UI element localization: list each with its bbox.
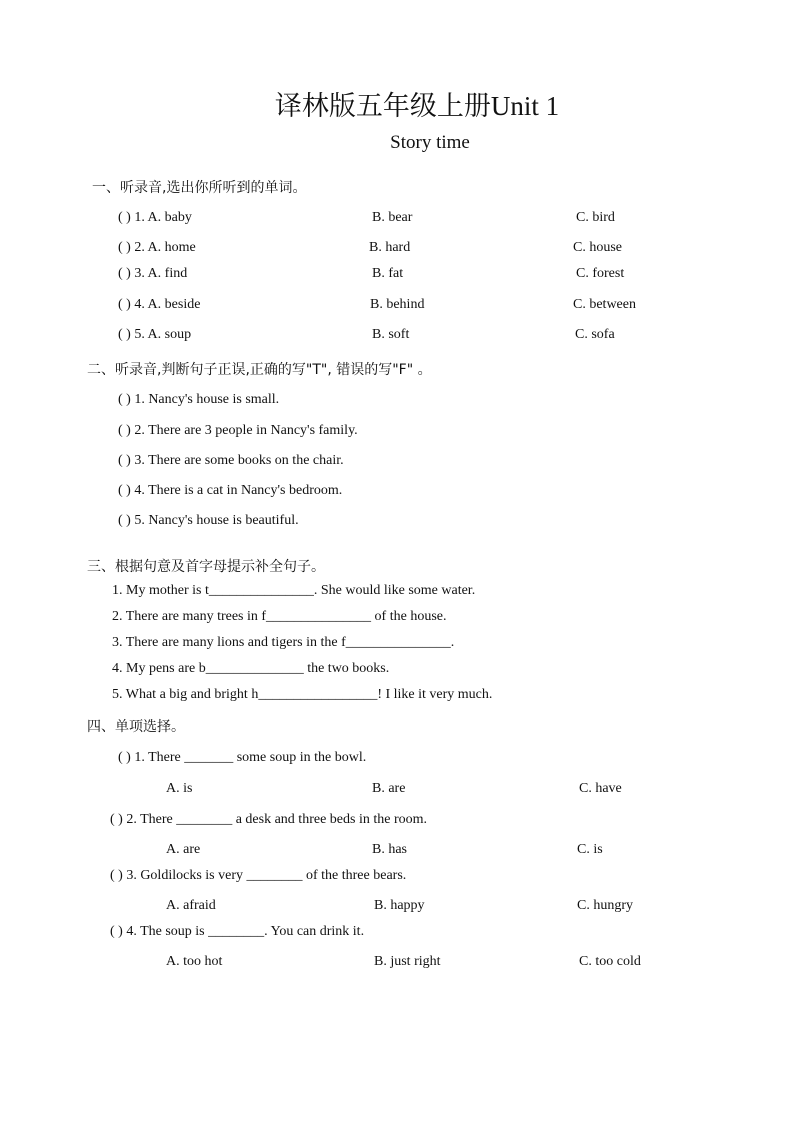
- section-2-heading: 二、听录音,判断句子正误,正确的写"T", 错误的写"F" 。: [87, 362, 432, 378]
- s3-sentence-5: 5. What a big and bright h_________________! I like it very much.: [112, 687, 493, 702]
- s1-q4-option-a: ( ) 4. A. beside: [118, 297, 201, 312]
- s1-q2-option-a: ( ) 2. A. home: [118, 240, 196, 255]
- s4-q1-option-a: A. is: [166, 781, 193, 796]
- s4-q2-stem: ( ) 2. There ________ a desk and three beds in the room.: [110, 812, 427, 827]
- s1-q5-option-b: B. soft: [372, 327, 410, 342]
- s4-q3-option-a: A. afraid: [166, 898, 216, 913]
- s1-q3-option-b: B. fat: [372, 266, 404, 281]
- s4-q4-option-b: B. just right: [374, 954, 441, 969]
- s1-q1-option-a: ( ) 1. A. baby: [118, 210, 192, 225]
- s2-statement-4: ( ) 4. There is a cat in Nancy's bedroom.: [118, 483, 343, 498]
- section-1-heading: 一、听录音,选出你所听到的单词。: [92, 180, 307, 196]
- s3-sentence-4: 4. My pens are b______________ the two books.: [112, 661, 390, 676]
- s4-q3-stem: ( ) 3. Goldilocks is very ________ of the three bears.: [110, 868, 407, 883]
- page-title: 译林版五年级上册Unit 1: [274, 91, 560, 121]
- s4-q2-option-c: C. is: [577, 842, 603, 857]
- s3-sentence-2: 2. There are many trees in f_______________ of the house.: [112, 609, 447, 624]
- s2-statement-1: ( ) 1. Nancy's house is small.: [118, 392, 280, 407]
- section-4-heading: 四、单项选择。: [87, 719, 185, 735]
- s4-q4-stem: ( ) 4. The soup is ________. You can drink it.: [110, 924, 365, 939]
- s1-q3-option-c: C. forest: [576, 266, 625, 281]
- s3-sentence-1: 1. My mother is t_______________. She would like some water.: [112, 583, 476, 598]
- s1-q4-option-b: B. behind: [370, 297, 425, 312]
- s3-sentence-3: 3. There are many lions and tigers in the f_______________.: [112, 635, 455, 650]
- s4-q1-stem: ( ) 1. There _______ some soup in the bowl.: [118, 750, 367, 765]
- s4-q2-option-a: A. are: [166, 842, 201, 857]
- s1-q1-option-c: C. bird: [576, 210, 615, 225]
- s1-q4-option-c: C. between: [573, 297, 636, 312]
- s1-q5-option-c: C. sofa: [575, 327, 615, 342]
- s4-q4-option-a: A. too hot: [166, 954, 223, 969]
- s1-q1-option-b: B. bear: [372, 210, 413, 225]
- section-3-heading: 三、根据句意及首字母提示补全句子。: [87, 559, 325, 575]
- s2-statement-3: ( ) 3. There are some books on the chair.: [118, 453, 344, 468]
- s1-q3-option-a: ( ) 3. A. find: [118, 266, 188, 281]
- s4-q1-option-b: B. are: [372, 781, 406, 796]
- s4-q1-option-c: C. have: [579, 781, 622, 796]
- s1-q2-option-b: B. hard: [369, 240, 411, 255]
- s1-q5-option-a: ( ) 5. A. soup: [118, 327, 192, 342]
- s4-q3-option-b: B. happy: [374, 898, 425, 913]
- s1-q2-option-c: C. house: [573, 240, 622, 255]
- s4-q2-option-b: B. has: [372, 842, 407, 857]
- page-subtitle: Story time: [390, 132, 470, 153]
- s2-statement-5: ( ) 5. Nancy's house is beautiful.: [118, 513, 299, 528]
- s4-q4-option-c: C. too cold: [579, 954, 641, 969]
- s4-q3-option-c: C. hungry: [577, 898, 633, 913]
- s2-statement-2: ( ) 2. There are 3 people in Nancy's family.: [118, 423, 358, 438]
